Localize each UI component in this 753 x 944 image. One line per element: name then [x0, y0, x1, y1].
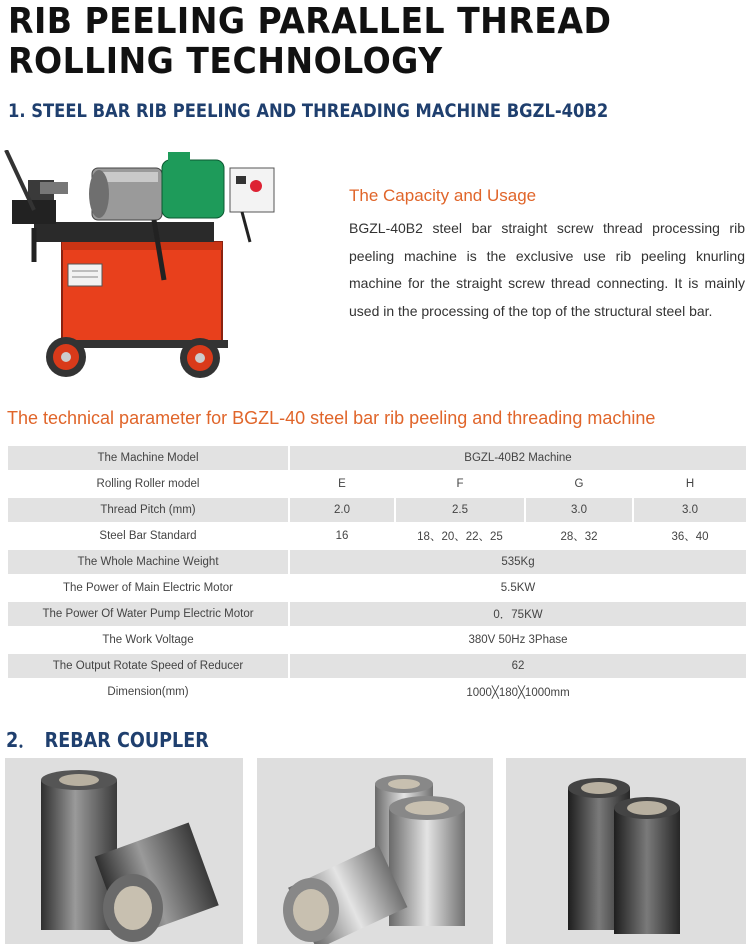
row-value: E: [338, 478, 346, 490]
row-label: The Machine Model: [8, 446, 288, 470]
capacity-heading: The Capacity and Usage: [349, 186, 537, 205]
table-row: [8, 550, 746, 574]
row-value: 3.0: [634, 498, 746, 522]
table-row: [8, 576, 746, 600]
section-1-title: 1. STEEL BAR RIB PEELING AND THREADING MACHINE BGZL-40B2: [8, 100, 609, 122]
table-row: [8, 472, 746, 496]
machine-motor: [162, 160, 224, 218]
row-value: 0．75KW: [290, 602, 746, 626]
rebar-coupler-photo-2: [257, 758, 493, 944]
machine-image: [4, 150, 294, 388]
row-value: 18、20、22、25: [417, 531, 503, 543]
row-label: The Work Voltage: [102, 634, 194, 646]
table-row: [8, 446, 746, 470]
machine-cabinet: [62, 242, 222, 344]
section-2-number: 2．: [6, 728, 36, 752]
row-value: 5.5KW: [500, 582, 536, 594]
row-value: 380V 50Hz 3Phase: [468, 634, 568, 646]
table-row: [8, 524, 746, 548]
row-label: The Power Of Water Pump Electric Motor: [8, 602, 288, 626]
parameter-heading: The technical parameter for BGZL-40 steel bar rib peeling and threading machine: [7, 408, 656, 428]
row-value: BGZL-40B2 Machine: [290, 446, 746, 470]
row-value: 36、40: [671, 531, 709, 543]
row-label: The Whole Machine Weight: [8, 550, 288, 574]
row-value: F: [456, 478, 464, 490]
row-label: The Power of Main Electric Motor: [62, 582, 233, 594]
row-value: 2.0: [290, 498, 394, 522]
row-value: 2.5: [396, 498, 524, 522]
section-2-title: [6, 724, 209, 753]
row-label: Dimension(mm): [107, 686, 189, 698]
row-value: G: [574, 478, 584, 490]
table-row: [8, 628, 746, 652]
table-row: [8, 602, 746, 626]
page-title: RIB PEELING PARALLEL THREAD ROLLING TECHNOLOGY: [8, 1, 612, 82]
row-value: 535Kg: [290, 550, 746, 574]
row-value: 1000╳180╳1000mm: [466, 687, 570, 699]
row-value: 28、32: [560, 531, 598, 543]
row-value: 62: [290, 654, 746, 678]
row-label: The Output Rotate Speed of Reducer: [8, 654, 288, 678]
row-value: 3.0: [526, 498, 632, 522]
parameter-table: [6, 444, 748, 706]
rebar-coupler-photo-3: [506, 758, 746, 944]
table-row: [8, 654, 746, 678]
row-value: H: [685, 478, 695, 490]
rebar-coupler-photo-1: [5, 758, 243, 944]
table-row: [8, 680, 746, 704]
row-label: Rolling Roller model: [96, 478, 200, 490]
row-value: 16: [335, 530, 349, 542]
capacity-text: BGZL-40B2 steel bar straight screw thread processing rib peeling machine is the exclusive use rib peeling knurling machine for the straight screw thread connecting. It is mainly used in the processing of the top of the structural steel bar.: [349, 220, 745, 319]
section-2-label: REBAR COUPLER: [44, 728, 209, 752]
row-label: Steel Bar Standard: [99, 530, 197, 542]
table-row: [8, 498, 746, 522]
row-label: Thread Pitch (mm): [8, 498, 288, 522]
